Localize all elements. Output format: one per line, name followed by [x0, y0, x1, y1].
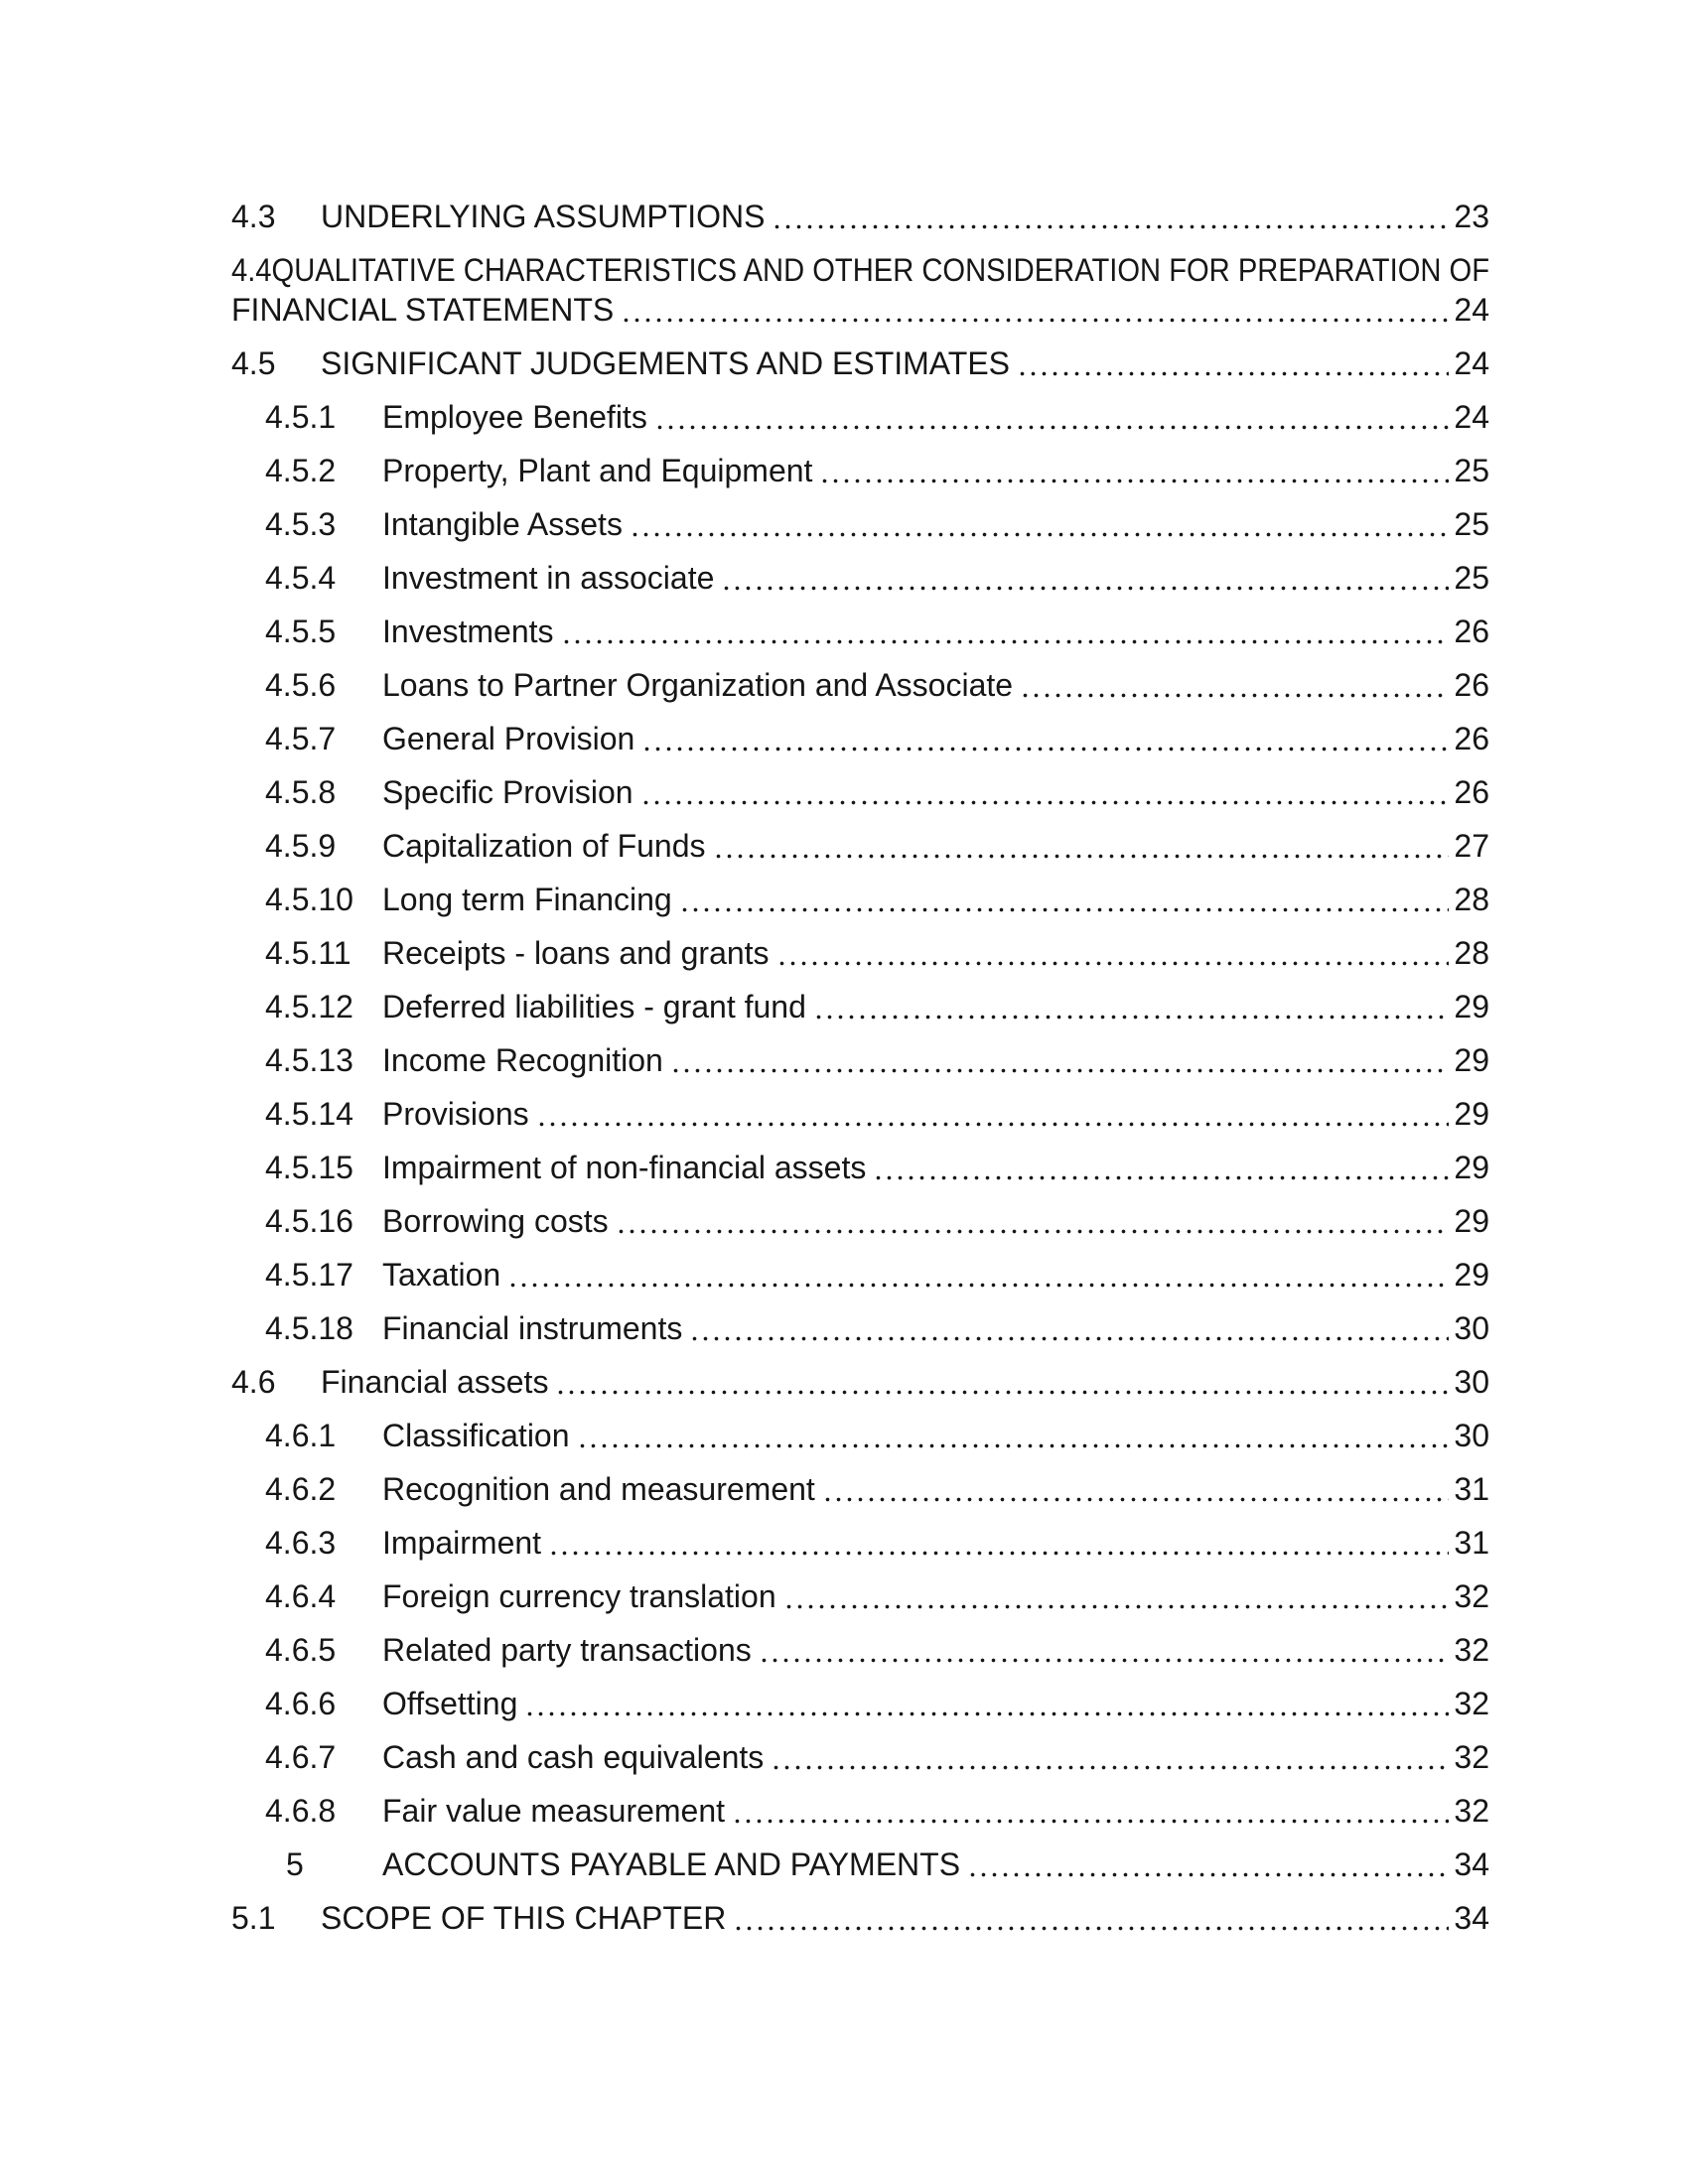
toc-entry-title: Classification	[382, 1418, 570, 1453]
dot-leader	[577, 1416, 1449, 1455]
toc-entry-page: 30	[1454, 1418, 1489, 1453]
dot-leader	[616, 1201, 1449, 1241]
toc-entry-title: Investments	[382, 614, 554, 649]
toc-entry-number: 4.5.12	[265, 989, 353, 1024]
toc-entry-page: 23	[1454, 199, 1489, 234]
toc-entry-page: 24	[1454, 292, 1489, 328]
dot-leader	[689, 1308, 1449, 1348]
toc-entry	[231, 197, 1489, 236]
toc-entry	[265, 880, 1489, 919]
toc-entry-title: Related party transactions	[382, 1632, 752, 1668]
toc-entry	[265, 719, 1489, 758]
dot-leader	[630, 504, 1449, 544]
toc-entry-page: 32	[1454, 1739, 1489, 1775]
toc-entry-title: Financial assets	[321, 1364, 549, 1400]
toc-entry-page: 29	[1454, 1150, 1489, 1185]
toc-entry-title: General Provision	[382, 721, 635, 756]
dot-leader	[548, 1523, 1449, 1563]
dot-leader	[819, 451, 1449, 490]
dot-leader	[555, 1362, 1449, 1402]
dot-leader	[813, 987, 1449, 1026]
toc-entry	[265, 1469, 1489, 1509]
toc-entry-title: ACCOUNTS PAYABLE AND PAYMENTS	[382, 1846, 961, 1882]
toc-entry-page: 34	[1454, 1846, 1489, 1882]
toc-entry-page: 29	[1454, 1203, 1489, 1239]
dot-leader	[536, 1094, 1449, 1134]
toc-entry-number: 4.6.8	[265, 1793, 337, 1829]
toc-entry-page: 29	[1454, 1096, 1489, 1132]
toc-entry-page: 26	[1454, 667, 1489, 703]
toc-entry-title: Taxation	[382, 1257, 501, 1293]
dot-leader	[759, 1630, 1449, 1670]
toc-entry-number: 4.5.17	[265, 1257, 353, 1293]
toc-entry-number: 4.5.10	[265, 882, 353, 917]
toc-entry-title: Specific Provision	[382, 774, 633, 810]
toc-entry-number: 4.6	[231, 1364, 276, 1400]
toc-entry	[265, 665, 1489, 705]
toc-entry	[265, 612, 1489, 651]
toc-entry-page: 26	[1454, 614, 1489, 649]
dot-leader	[776, 933, 1449, 973]
toc-entry-page: 32	[1454, 1632, 1489, 1668]
dot-leader	[967, 1844, 1449, 1884]
dot-leader	[1017, 343, 1449, 383]
toc-entry-number: 4.5.14	[265, 1096, 353, 1132]
dot-leader	[1020, 665, 1449, 705]
dot-leader	[772, 197, 1449, 236]
toc-entry-page: 26	[1454, 774, 1489, 810]
toc-entry-number: 4.5.4	[265, 560, 337, 596]
toc-entry-title: Deferred liabilities - grant fund	[382, 989, 806, 1024]
toc-entry	[231, 1898, 1489, 1938]
toc-entry-page: 24	[1454, 399, 1489, 435]
toc-entry-number: 4.6.2	[265, 1471, 337, 1507]
toc-entry-title: Receipts - loans and grants	[382, 935, 770, 971]
toc-entry-number: 4.5	[231, 345, 276, 381]
toc-entry-page: 32	[1454, 1686, 1489, 1721]
toc-entry	[265, 1630, 1489, 1670]
toc-entry-title: Foreign currency translation	[382, 1578, 776, 1614]
table-of-contents	[231, 197, 1489, 1938]
toc-entry-number: 4.5.13	[265, 1042, 353, 1078]
toc-entry-number: 4.6.5	[265, 1632, 337, 1668]
dot-leader	[524, 1684, 1449, 1723]
toc-entry-number: 4.5.5	[265, 614, 337, 649]
toc-entry-title: Employee Benefits	[382, 399, 647, 435]
dot-leader	[679, 880, 1449, 919]
toc-entry-title: Offsetting	[382, 1686, 518, 1721]
dot-leader	[713, 826, 1449, 866]
toc-entry	[265, 504, 1489, 544]
toc-entry-line1	[231, 250, 1489, 290]
toc-entry-number: 4.6.3	[265, 1525, 337, 1561]
toc-entry	[231, 250, 1489, 330]
toc-entry-number: 4.3	[231, 199, 276, 234]
toc-entry	[231, 1362, 1489, 1402]
toc-entry-number: 4.5.6	[265, 667, 337, 703]
toc-entry-title: UNDERLYING ASSUMPTIONS	[321, 199, 766, 234]
toc-entry	[265, 1791, 1489, 1831]
toc-entry-page: 32	[1454, 1793, 1489, 1829]
toc-entry-page: 24	[1454, 345, 1489, 381]
toc-entry-number: 4.5.2	[265, 453, 337, 488]
toc-entry	[265, 987, 1489, 1026]
toc-entry	[231, 343, 1489, 383]
dot-leader	[783, 1576, 1449, 1616]
toc-entry-number: 4.6.1	[265, 1418, 337, 1453]
toc-entry	[265, 1737, 1489, 1777]
toc-entry	[265, 772, 1489, 812]
toc-entry-number: 4.6.4	[265, 1578, 337, 1614]
dot-leader	[670, 1040, 1449, 1080]
toc-entry-number: 5	[286, 1846, 304, 1882]
toc-entry-title: Recognition and measurement	[382, 1471, 815, 1507]
dot-leader	[822, 1469, 1449, 1509]
toc-entry	[265, 558, 1489, 598]
toc-entry	[265, 1308, 1489, 1348]
toc-entry-page: 28	[1454, 882, 1489, 917]
toc-entry-title: Fair value measurement	[382, 1793, 726, 1829]
toc-entry-title: Intangible Assets	[382, 506, 623, 542]
toc-entry-title: Loans to Partner Organization and Associate	[382, 667, 1014, 703]
toc-entry-page: 28	[1454, 935, 1489, 971]
toc-entry-page: 25	[1454, 560, 1489, 596]
toc-entry-line2	[231, 290, 1489, 330]
dot-leader	[733, 1898, 1449, 1938]
toc-entry-number: 4.6.7	[265, 1739, 337, 1775]
toc-entry-number: 4.5.9	[265, 828, 337, 864]
toc-entry-title: Impairment of non-financial assets	[382, 1150, 867, 1185]
toc-entry-number: 4.5.11	[265, 935, 352, 971]
toc-entry-page: 29	[1454, 1257, 1489, 1293]
toc-entry-title: Financial instruments	[382, 1310, 683, 1346]
dot-leader	[654, 397, 1449, 437]
toc-entry	[265, 397, 1489, 437]
toc-entry	[265, 1201, 1489, 1241]
toc-entry-number: 4.5.3	[265, 506, 337, 542]
toc-entry-title: Investment in associate	[382, 560, 715, 596]
toc-entry	[265, 1684, 1489, 1723]
toc-entry-title: Cash and cash equivalents	[382, 1739, 765, 1775]
toc-entry-page: 27	[1454, 828, 1489, 864]
toc-entry-page: 25	[1454, 506, 1489, 542]
toc-entry-page: 31	[1454, 1525, 1489, 1561]
toc-entry-number: 5.1	[231, 1900, 276, 1936]
toc-entry-title: Provisions	[382, 1096, 529, 1132]
toc-entry-number: 4.5.1	[265, 399, 337, 435]
dot-leader	[721, 558, 1449, 598]
toc-entry-title: QUALITATIVE CHARACTERISTICS AND OTHER CONSIDERATION FOR PREPARATION OF	[271, 252, 1489, 288]
toc-entry-title: Borrowing costs	[382, 1203, 609, 1239]
toc-entry	[286, 1844, 1489, 1884]
dot-leader	[641, 719, 1449, 758]
dot-leader	[507, 1255, 1449, 1295]
toc-entry-page: 30	[1454, 1364, 1489, 1400]
toc-entry-title: Capitalization of Funds	[382, 828, 706, 864]
toc-entry-page: 32	[1454, 1578, 1489, 1614]
toc-entry-title: Long term Financing	[382, 882, 672, 917]
toc-entry	[265, 1094, 1489, 1134]
toc-entry	[265, 826, 1489, 866]
toc-entry	[265, 933, 1489, 973]
toc-entry	[265, 1523, 1489, 1563]
toc-entry	[265, 1255, 1489, 1295]
toc-entry	[265, 1040, 1489, 1080]
toc-entry-number: 4.5.18	[265, 1310, 353, 1346]
dot-leader	[621, 290, 1449, 330]
toc-entry-page: 29	[1454, 989, 1489, 1024]
toc-entry-line1-inner	[231, 250, 1489, 290]
dot-leader	[561, 612, 1449, 651]
toc-entry	[265, 1416, 1489, 1455]
toc-entry-page: 30	[1454, 1310, 1489, 1346]
dot-leader	[873, 1148, 1449, 1187]
toc-entry-page: 34	[1454, 1900, 1489, 1936]
toc-entry-number: 4.5.15	[265, 1150, 353, 1185]
dot-leader	[771, 1737, 1449, 1777]
toc-entry	[265, 451, 1489, 490]
toc-entry	[265, 1576, 1489, 1616]
toc-entry-title: Income Recognition	[382, 1042, 663, 1078]
toc-entry-page: 29	[1454, 1042, 1489, 1078]
toc-entry-title: Impairment	[382, 1525, 542, 1561]
toc-entry-number: 4.5.16	[265, 1203, 353, 1239]
toc-entry-number: 4.5.7	[265, 721, 337, 756]
toc-entry-number: 4.6.6	[265, 1686, 337, 1721]
toc-entry-page: 31	[1454, 1471, 1489, 1507]
toc-entry-page: 26	[1454, 721, 1489, 756]
toc-entry-title: Property, Plant and Equipment	[382, 453, 813, 488]
dot-leader	[732, 1791, 1449, 1831]
toc-entry-title-continued: FINANCIAL STATEMENTS	[231, 292, 615, 328]
toc-entry-title: SIGNIFICANT JUDGEMENTS AND ESTIMATES	[321, 345, 1010, 381]
toc-entry	[265, 1148, 1489, 1187]
toc-entry-number: 4.4	[231, 252, 272, 288]
toc-entry-number: 4.5.8	[265, 774, 337, 810]
toc-entry-title: SCOPE OF THIS CHAPTER	[321, 1900, 727, 1936]
dot-leader	[640, 772, 1449, 812]
toc-entry-page: 25	[1454, 453, 1489, 488]
